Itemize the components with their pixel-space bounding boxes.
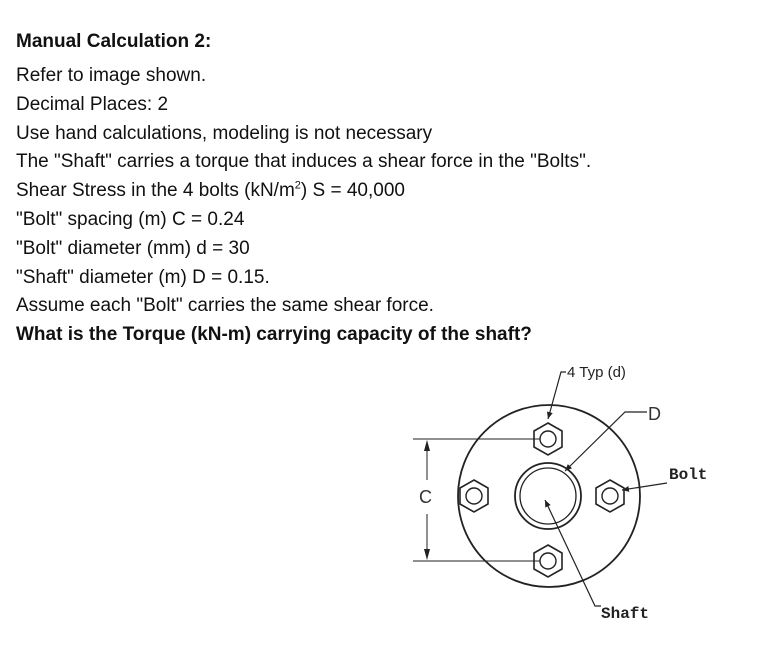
bolt-diameter-line: "Bolt" diameter (mm) d = 30: [16, 237, 250, 259]
typ-label: 4 Typ (d): [567, 364, 626, 381]
shaft-diameter-line: "Shaft" diameter (m) D = 0.15.: [16, 266, 270, 288]
shaft-outer-ring: [515, 463, 581, 529]
decimal-places-line: Decimal Places: 2: [16, 93, 169, 115]
method-line: Use hand calculations, modeling is not necessary: [16, 122, 433, 144]
problem-title: Manual Calculation 2:: [16, 31, 212, 52]
assumption-line: Assume each "Bolt" carries the same shear force.: [16, 295, 434, 317]
question-line: What is the Torque (kN-m) carrying capacity of the shaft?: [16, 324, 532, 346]
shaft-label: Shaft: [601, 605, 650, 623]
bolt-leader: [622, 483, 667, 490]
bolt-label: Bolt: [669, 466, 708, 484]
bolt-spacing-line: "Bolt" spacing (m) C = 0.24: [16, 208, 245, 230]
statement-line: The "Shaft" carries a torque that induces a shear force in the "Bolts".: [16, 151, 592, 173]
bolt-right: [596, 480, 624, 512]
refer-line: Refer to image shown.: [16, 65, 207, 86]
shaft-inner-ring: [520, 468, 576, 524]
diameter-leader: [565, 412, 647, 471]
shaft-leader: [545, 500, 601, 606]
spacing-dimension: [413, 439, 540, 561]
flange-outline: [458, 405, 640, 587]
spacing-label: C: [419, 487, 432, 507]
typ-leader: [548, 372, 566, 419]
shear-stress-exponent: 2: [294, 179, 301, 192]
diameter-label: D: [648, 404, 661, 424]
shear-stress-prefix: Shear Stress in the 4 bolts (kN/m: [16, 180, 295, 202]
bolt-left: [460, 480, 488, 512]
shear-stress-suffix: ) S = 40,000: [300, 180, 405, 202]
